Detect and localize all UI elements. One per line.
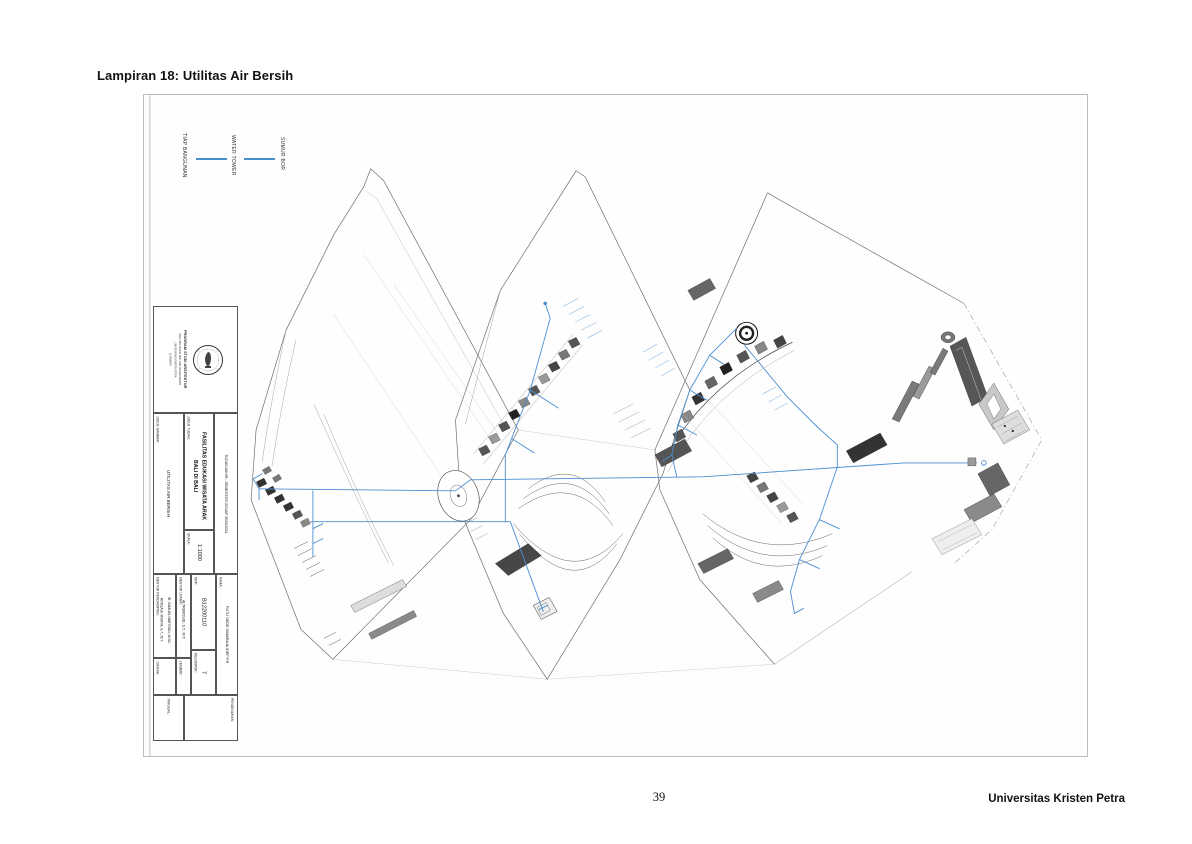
title-block [153, 306, 238, 741]
legend-item-water-tower: WATER TOWER [230, 135, 236, 176]
right-ring-feature [736, 322, 758, 344]
kelompok-cell: KELOMPOK: 7 [191, 650, 216, 695]
water-tower-disc [431, 465, 486, 527]
institution-text: PROGRAM STUDI ARSITEKTUR FAKULTAS TEKNIK SIPIL DAN PERENCANAAN UNIVERSITAS KRISTEN PETRA SURABAYA [168, 330, 187, 389]
middle-roof-hatch [563, 298, 602, 338]
legend-item-sumur-bor: SUMUR BOR [279, 137, 285, 171]
page-number: 39 [652, 790, 666, 804]
right-roof-hatch [643, 344, 788, 410]
mentor-utama-cell: MENTOR UTAMA: ALTREROSJE, S.T., M.T. [176, 574, 191, 658]
nrp-value: B12200110 [200, 597, 207, 627]
mentor-pendamping-2: RIVELA B. WIJAYA, S.T., M.T. [159, 598, 164, 642]
site-plan-left [251, 169, 518, 660]
site-plan-middle [431, 171, 690, 679]
legend-item-tiap-bangunan: TIAP BANGUNAN [181, 133, 187, 178]
middle-building-spine [478, 337, 580, 456]
right-inner-cluster [747, 472, 799, 523]
water-pipe-network [253, 302, 986, 614]
nama-cell: NAMA: PUTU GEDE SIWARAJA IDEP P.R [216, 574, 238, 695]
kelompok-value: 7 [200, 670, 207, 675]
lembar-cell: LEMBAR: [176, 658, 191, 695]
ground-lines [333, 430, 775, 679]
middle-south-structure [533, 597, 557, 619]
legend-pipe-line [244, 158, 275, 160]
site-plan-right [643, 193, 1042, 665]
judul-gambar-value: UTILITAS AIR BERSIH [166, 470, 171, 517]
exploded-components [892, 332, 1030, 555]
nrp-cell: NRP: B12200110 [191, 574, 216, 650]
tanggal-cell: TANGGAL: [153, 695, 184, 741]
page-title: Lampiran 18: Utilitas Air Bersih [97, 68, 294, 83]
pengesahan-cell: PENGESAHAN: [184, 695, 238, 741]
judul-gambar-cell: JUDUL GAMBAR: UTILITAS AIR BERSIH [153, 413, 184, 574]
mentor-pendamping-cell: MENTOR PENDAMPING: IR. SAMUEL HARTONO, M.SC. RIVELA B. WIJAYA, S.T., M.T. [153, 574, 176, 658]
university-seal-icon [192, 344, 224, 376]
course-value: TUGAS AKHIR - SEMESTER GENAP 2023/2024 [224, 453, 228, 534]
left-building-cluster [256, 466, 311, 528]
drawing-sheet [143, 94, 1088, 757]
judul-tugas-value: FASILITAS EDUKASI WISATA ARAK BALI DI BALI [192, 432, 207, 521]
well-point-marker [982, 461, 987, 466]
judul-tugas-cell: JUDUL TUGAS: FASILITAS EDUKASI WISATA ARAK BALI DI BALI [184, 413, 214, 530]
jumlah-cell: JUMLAH: [153, 658, 176, 695]
mentor-pendamping-1: IR. SAMUEL HARTONO, M.SC. [166, 596, 171, 644]
course-cell [214, 413, 238, 574]
axonometric-site-drawing [144, 95, 1087, 756]
footer-institution: Universitas Kristen Petra [988, 793, 1125, 805]
mentor-utama-value: ALTREROSJE, S.T., M.T. [181, 600, 186, 640]
skala-value: 1:1000 [196, 543, 202, 561]
title-block-institution [153, 306, 238, 413]
skala-cell: SKALA: 1:1000 [184, 530, 214, 574]
nama-value: PUTU GEDE SIWARAJA IDEP P.R [225, 605, 229, 664]
legend-pipe-line [196, 158, 227, 160]
